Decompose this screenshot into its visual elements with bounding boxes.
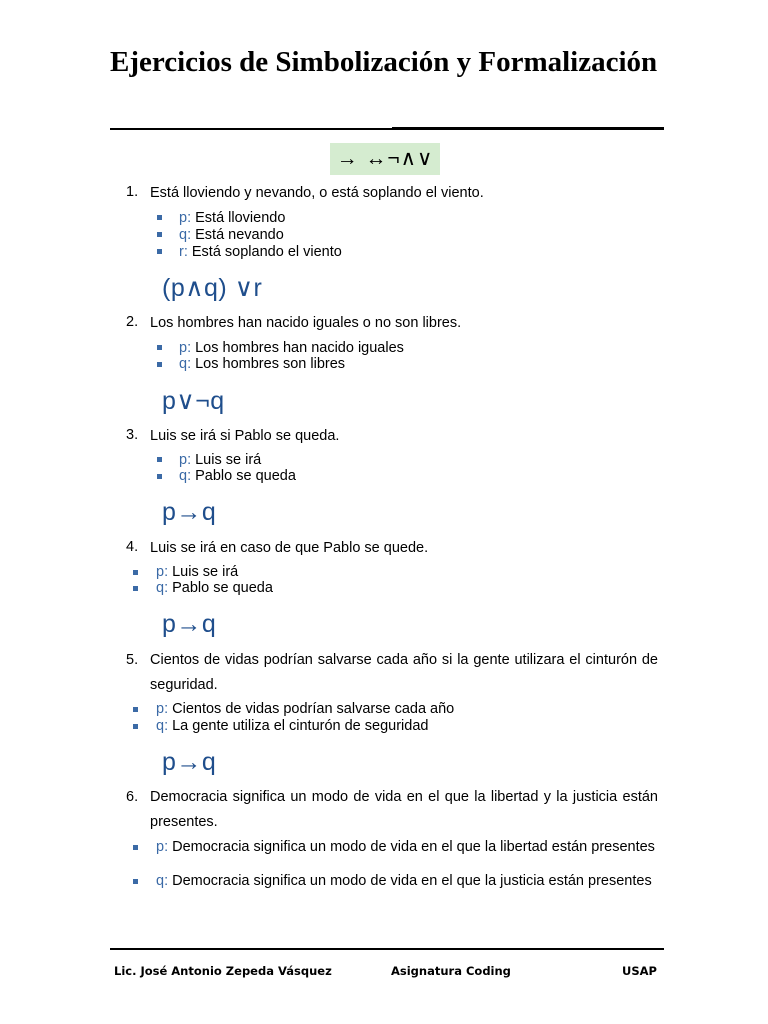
exercise-number: 6. xyxy=(126,789,139,805)
footer-author: Lic. José Antonio Zepeda Vásquez xyxy=(114,964,332,978)
exercise-statement: Los hombres han nacido iguales o no son libres. xyxy=(150,315,462,331)
bullet-icon xyxy=(157,457,162,462)
proposition-text: La gente utiliza el cinturón de seguridad xyxy=(168,718,429,734)
proposition-variable: p: xyxy=(156,701,169,717)
proposition-variable: p: xyxy=(156,564,169,580)
proposition xyxy=(179,340,689,357)
proposition xyxy=(156,873,658,890)
proposition-text: Los hombres son libres xyxy=(191,356,346,372)
proposition-variable: q: xyxy=(179,468,192,484)
proposition-variable: q: xyxy=(179,227,192,243)
footer-institution: USAP xyxy=(622,964,657,978)
formula: (p∧q) ∨r xyxy=(162,274,263,302)
proposition-text: Luis se irá xyxy=(168,564,239,580)
bullet-icon xyxy=(133,570,138,575)
bullet-icon xyxy=(133,586,138,591)
page-title: Ejercicios de Simbolización y Formalización xyxy=(110,46,658,78)
proposition-text: Está lloviendo xyxy=(191,210,286,226)
exercise-number: 2. xyxy=(126,314,139,330)
proposition-variable: q: xyxy=(156,580,169,596)
proposition-text: Cientos de vidas podrían salvarse cada año xyxy=(168,701,455,717)
bullet-icon xyxy=(133,845,138,850)
proposition xyxy=(156,564,666,581)
formula: p→q xyxy=(162,610,217,638)
footer-course: Asignatura Coding xyxy=(391,964,511,978)
proposition-text: Democracia significa un modo de vida en el que la justicia están presentes xyxy=(168,873,652,889)
proposition-variable: q: xyxy=(156,873,169,889)
proposition-variable: q: xyxy=(179,356,192,372)
exercise-number: 1. xyxy=(126,184,139,200)
bullet-icon xyxy=(133,879,138,884)
proposition xyxy=(179,452,689,469)
proposition-text: Los hombres han nacido iguales xyxy=(191,340,404,356)
proposition xyxy=(179,210,689,227)
proposition xyxy=(179,356,689,373)
exercise-statement: Democracia significa un modo de vida en el que la libertad y la justicia están presentes. xyxy=(150,789,658,830)
exercise-number: 4. xyxy=(126,539,139,555)
bullet-icon xyxy=(157,474,162,479)
exercise-statement: Cientos de vidas podrían salvarse cada año si la gente utilizara el cinturón de seguridad. xyxy=(150,652,658,693)
bullet-icon xyxy=(157,249,162,254)
proposition-text: Pablo se queda xyxy=(191,468,296,484)
proposition xyxy=(179,468,689,485)
proposition-variable: p: xyxy=(179,210,192,226)
proposition xyxy=(156,580,666,597)
proposition-variable: p: xyxy=(179,340,192,356)
proposition xyxy=(156,701,666,718)
proposition-text: Pablo se queda xyxy=(168,580,273,596)
proposition-variable: q: xyxy=(156,718,169,734)
bullet-icon xyxy=(157,232,162,237)
proposition-text: Está soplando el viento xyxy=(187,244,342,260)
formula: p∨¬q xyxy=(162,387,225,415)
bullet-icon xyxy=(133,707,138,712)
exercise-statement: Luis se irá en caso de que Pablo se quede. xyxy=(150,540,429,556)
logic-symbols-box: → ↔¬∧∨ xyxy=(330,143,440,175)
exercise-number: 5. xyxy=(126,652,139,668)
proposition-variable: r: xyxy=(179,244,188,260)
bullet-icon xyxy=(157,345,162,350)
proposition xyxy=(156,718,666,735)
proposition-text: Está nevando xyxy=(191,227,284,243)
footer-divider xyxy=(110,948,664,950)
exercise-number: 3. xyxy=(126,427,139,443)
proposition-text: Democracia significa un modo de vida en el que la libertad están presentes xyxy=(168,839,655,855)
proposition xyxy=(179,244,689,261)
proposition xyxy=(156,839,658,856)
proposition-variable: p: xyxy=(156,839,169,855)
proposition-text: Luis se irá xyxy=(191,452,262,468)
exercise-statement: Luis se irá si Pablo se queda. xyxy=(150,428,340,444)
proposition-variable: p: xyxy=(179,452,192,468)
bullet-icon xyxy=(157,362,162,367)
bullet-icon xyxy=(133,724,138,729)
exercise-statement: Está lloviendo y nevando, o está soplando el viento. xyxy=(150,185,484,201)
formula: p→q xyxy=(162,748,217,776)
bullet-icon xyxy=(157,215,162,220)
formula: p→q xyxy=(162,498,217,526)
header-divider-accent xyxy=(392,127,664,129)
proposition xyxy=(179,227,689,244)
